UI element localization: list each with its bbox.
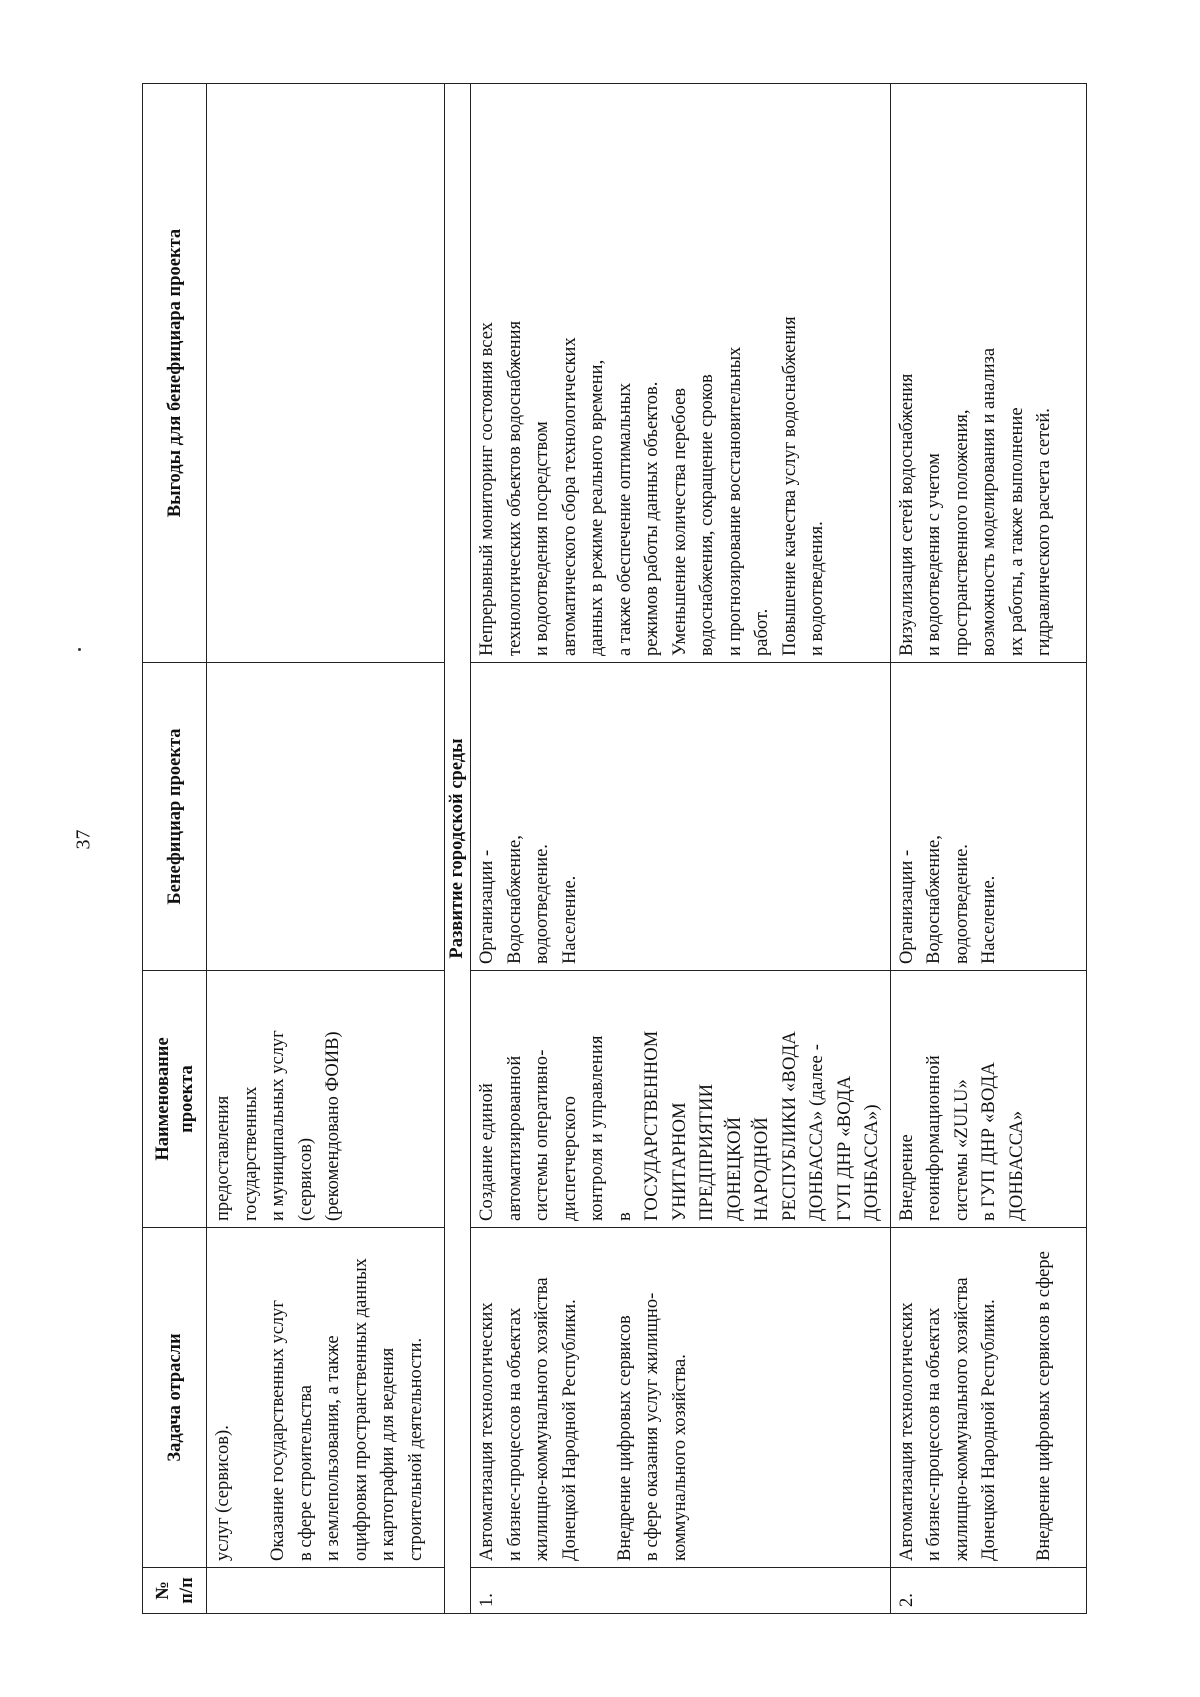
table-row-continuation	[207, 84, 445, 1614]
cell-task: Автоматизация технологических и бизнес-процессов на объектах жилищно-коммунального хозяйства Донецкой Народной Республики. Внедрение цифровых сервисов в сфере	[890, 1228, 1086, 1568]
header-beneficiary: Бенефициар проекта	[143, 663, 207, 971]
cell-project: Создание единой автоматизированной системы оперативно- диспетчерского контроля и управления в ГОСУДАРСТВЕННОМ УНИТАРНОМ ПРЕДПРИЯТИИ ДОНЕЦКОЙ НАРОДНОЙ РЕСПУБЛИКИ «ВОДА ДОНБАССА» (далее - ГУП ДНР «ВОДА ДОНБАССА»)	[471, 971, 891, 1228]
table-header-row	[143, 84, 207, 1614]
cell-project: предоставления государственных и муниципальных услуг (сервисов) (рекомендовано ФОИВ)	[207, 971, 445, 1228]
cell-num	[207, 1568, 445, 1614]
page-number: 37	[72, 829, 95, 850]
cell-benefits: Непрерывный мониторинг состояния всех технологических объектов водоснабжения и водоотведения посредством автоматического сбора технологических данных в режиме реального времени, а также обеспечение оптимальных режимов работы данных объектов. Уменьшение количества перебоев водоснабжения, сокращение сроков и прогнозирование восстановительных работ. Повышение качества услуг водоснабжения и водоотведения.	[471, 84, 891, 663]
cell-beneficiary: Организации - Водоснабжение, водоотведение. Население.	[890, 663, 1086, 971]
table-row-1	[471, 84, 891, 1614]
cell-beneficiary: Организации - Водоснабжение, водоотведение. Население.	[471, 663, 891, 971]
section-row	[445, 84, 471, 1614]
header-benefits: Выгоды для бенефициара проекта	[143, 84, 207, 663]
section-title: Развитие городской среды	[445, 84, 471, 1614]
cell-task: Автоматизация технологических и бизнес-процессов на объектах жилищно-коммунального хозяйства Донецкой Народной Республики. Внедрение цифровых сервисов в сфере оказания услуг жилищно- коммунального хозяйства.	[471, 1228, 891, 1568]
cell-project: Внедрение геоинформационной системы «ZULU» в ГУП ДНР «ВОДА ДОНБАССА»	[890, 971, 1086, 1228]
cell-beneficiary	[207, 663, 445, 971]
projects-table	[142, 83, 1087, 1614]
table-row-2	[890, 84, 1086, 1614]
header-task: Задача отрасли	[143, 1228, 207, 1568]
scan-speck	[78, 648, 81, 651]
rotated-table-container	[142, 84, 1090, 1614]
cell-num: 1.	[471, 1568, 891, 1614]
header-project: Наименование проекта	[143, 971, 207, 1228]
cell-benefits	[207, 84, 445, 663]
cell-num: 2.	[890, 1568, 1086, 1614]
header-num: № п/п	[143, 1568, 207, 1614]
cell-benefits: Визуализация сетей водоснабжения и водоотведения с учетом пространственного положения, возможность моделирования и анализа их работы, а также выполнение гидравлического расчета сетей.	[890, 84, 1086, 663]
cell-task: услуг (сервисов). Оказание государственных услуг в сфере строительства и землепользования, а также оцифровки пространственных данных и картографии для ведения строительной деятельности.	[207, 1228, 445, 1568]
